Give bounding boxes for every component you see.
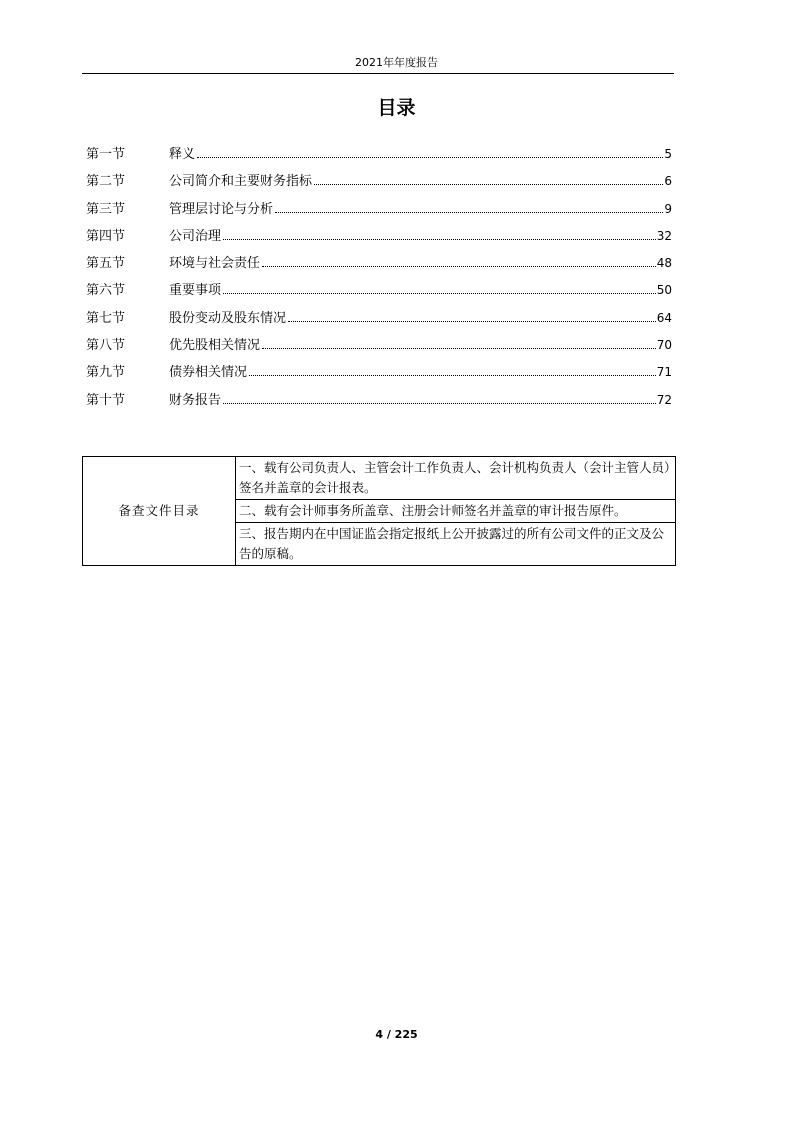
toc-dot-leader [197, 157, 663, 158]
toc-page-number: 71 [656, 365, 672, 380]
toc-entry[interactable] [86, 144, 672, 171]
toc-section-number: 第二节 [86, 174, 126, 190]
header-divider [82, 73, 674, 74]
toc-page-number: 6 [664, 174, 672, 189]
toc-section-number: 第七节 [86, 310, 126, 326]
toc-page-number: 32 [656, 228, 672, 243]
toc-entry[interactable] [86, 171, 672, 198]
toc-dot-leader [223, 293, 656, 294]
toc-page-number: 50 [656, 283, 672, 298]
toc-entry[interactable] [86, 390, 672, 417]
toc-dot-leader [288, 321, 656, 322]
toc-section-title: 优先股相关情况 [169, 338, 261, 354]
toc-entry[interactable] [86, 280, 672, 307]
toc-section-number: 第九节 [86, 365, 126, 381]
toc-page-number: 72 [656, 392, 672, 407]
toc-section-number: 第一节 [86, 147, 126, 162]
reference-documents-table [82, 456, 676, 566]
toc-page-number: 70 [656, 338, 672, 353]
toc-section-title: 债券相关情况 [169, 365, 248, 381]
toc-section-title: 财务报告 [169, 392, 222, 408]
table-of-contents [86, 144, 672, 417]
toc-section-number: 第四节 [86, 228, 126, 244]
toc-dot-leader [223, 403, 656, 404]
reference-document-item: 三、报告期内在中国证监会指定报纸上公开披露过的所有公司文件的正文及公告的原稿。 [236, 523, 676, 566]
toc-dot-leader [262, 348, 656, 349]
toc-section-title: 环境与社会责任 [169, 256, 261, 272]
toc-section-number: 第六节 [86, 283, 126, 299]
toc-entry[interactable] [86, 308, 672, 335]
toc-section-number: 第五节 [86, 256, 126, 272]
toc-section-number: 第十节 [86, 392, 126, 408]
toc-section-title: 股份变动及股东情况 [169, 310, 287, 326]
toc-entry[interactable] [86, 253, 672, 280]
toc-page-number: 5 [664, 147, 672, 161]
toc-section-number: 第三节 [86, 201, 126, 217]
toc-page-number: 9 [664, 201, 672, 216]
toc-entry[interactable] [86, 226, 672, 253]
page-number: 4 / 225 [375, 1028, 418, 1041]
toc-section-title: 释义 [169, 147, 196, 162]
reference-documents-label: 备查文件目录 [83, 457, 236, 566]
reference-document-item: 一、载有公司负责人、主管会计工作负责人、会计机构负责人（会计主管人员）签名并盖章的会计报表。 [236, 457, 676, 500]
toc-entry[interactable] [86, 199, 672, 226]
toc-dot-leader [275, 212, 663, 213]
table-row [83, 457, 676, 500]
toc-dot-leader [314, 184, 663, 185]
toc-section-number: 第八节 [86, 338, 126, 354]
reference-document-item: 二、载有会计师事务所盖章、注册会计师签名并盖章的审计报告原件。 [236, 500, 676, 523]
toc-section-title: 公司治理 [169, 228, 222, 244]
toc-dot-leader [262, 266, 656, 267]
running-header: 2021年年度报告 [355, 56, 438, 69]
toc-dot-leader [249, 375, 656, 376]
toc-section-title: 管理层讨论与分析 [169, 201, 274, 217]
toc-page-number: 48 [656, 256, 672, 271]
toc-entry[interactable] [86, 335, 672, 362]
toc-entry[interactable] [86, 362, 672, 389]
toc-dot-leader [223, 239, 656, 240]
toc-page-number: 64 [656, 310, 672, 325]
toc-section-title: 重要事项 [169, 283, 222, 299]
toc-section-title: 公司简介和主要财务指标 [169, 174, 313, 190]
page-title: 目录 [377, 97, 416, 119]
